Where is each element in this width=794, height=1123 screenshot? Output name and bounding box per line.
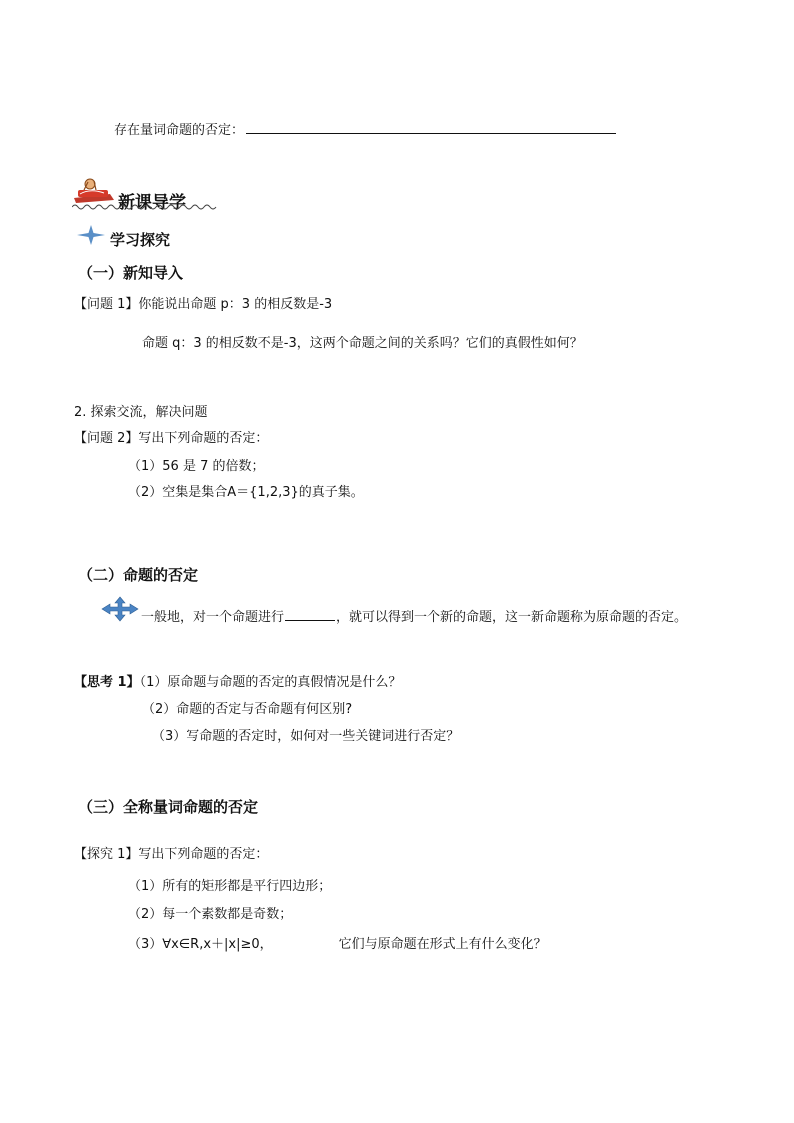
answer-blank-line[interactable] — [246, 121, 616, 134]
explore1-item2: （2）每一个素数都是奇数； — [128, 907, 293, 922]
question2-item1: （1）56 是 7 的倍数； — [128, 459, 265, 474]
explore1-item3-line — [128, 936, 547, 954]
four-point-star-icon — [76, 224, 106, 246]
explore1-question: 它们与原命题在形式上有什么变化？ — [338, 937, 547, 952]
part1-title: （一）新知导入 — [78, 264, 184, 282]
question2-title: 【问题 2】写出下列命题的否定： — [74, 431, 269, 446]
question1-line2: 命题 q：3 的相反数不是-3，这两个命题之间的关系吗？它们的真假性如何？ — [142, 336, 583, 351]
existential-negation-line — [114, 121, 616, 140]
explore-heading: 2. 探索交流，解决问题 — [74, 405, 208, 420]
negation-definition — [141, 608, 687, 627]
think1-item2: （2）命题的否定与否命题有何区别? — [142, 702, 353, 717]
wavy-underline — [72, 203, 217, 211]
definition-blank[interactable] — [285, 608, 335, 621]
think1-label: 【思考 1】 — [74, 675, 140, 690]
definition-text-after: ，就可以得到一个新的命题，这一新命题称为原命题的否定。 — [336, 610, 688, 625]
part3-title: （三）全称量词命题的否定 — [78, 798, 259, 816]
explore1-item1: （1）所有的矩形都是平行四边形； — [128, 879, 332, 894]
section-logo-icon — [70, 176, 118, 206]
section-header-title: 新课导学 — [118, 193, 186, 213]
definition-text-before: 一般地，对一个命题进行 — [141, 610, 285, 625]
think1-line — [74, 674, 401, 692]
explore1-title: 【探究 1】写出下列命题的否定： — [74, 847, 269, 862]
question2-item2: （2）空集是集合A＝{1,2,3}的真子集。 — [128, 485, 364, 500]
question1-line1: 【问题 1】你能说出命题 p：3 的相反数是-3 — [74, 297, 333, 312]
study-explore-title: 学习探究 — [110, 231, 171, 249]
explore1-item3: （3）∀x∈R,x＋|x|≥0， — [128, 937, 273, 952]
four-arrow-icon — [100, 596, 140, 622]
think1-item1: （1）原命题与命题的否定的真假情况是什么？ — [139, 675, 402, 690]
part2-title: （二）命题的否定 — [78, 566, 199, 584]
existential-negation-label: 存在量词命题的否定： — [114, 123, 245, 138]
think1-item3: （3）写命题的否定时，如何对一些关键词进行否定？ — [152, 729, 460, 744]
